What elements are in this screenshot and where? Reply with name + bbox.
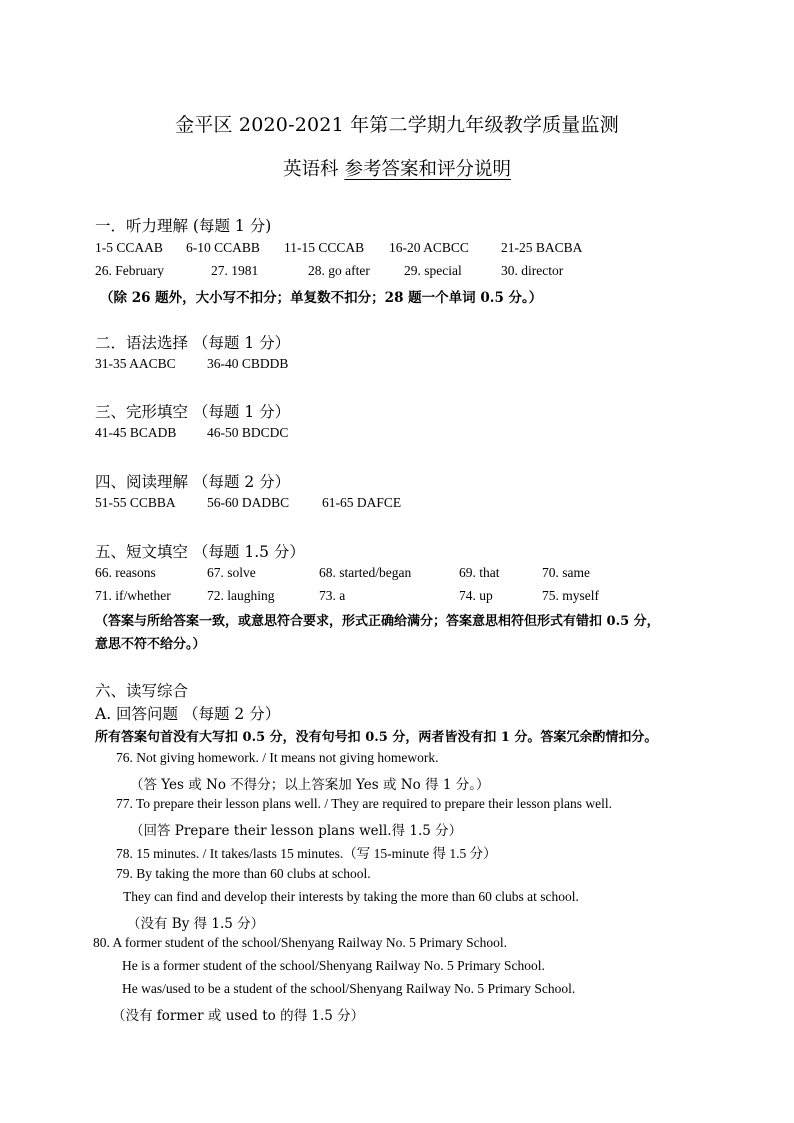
answer-78: 78. 15 minutes. / It takes/lasts 15 minutes.（写 15-minute 得 1.5 分） bbox=[116, 846, 497, 861]
answer-item: 66. reasons bbox=[95, 565, 156, 580]
answer-77-note: （回答 Prepare their lesson plans well.得 1.5 分） bbox=[130, 823, 463, 839]
answer-item: 72. laughing bbox=[207, 588, 275, 603]
answer-group: 16-20 ACBCC bbox=[389, 240, 469, 255]
answer-76-note: （答 Yes 或 No 不得分；以上答案加 Yes 或 No 得 1 分。） bbox=[130, 777, 490, 793]
document-title: 金平区 2020-2021 年第二学期九年级教学质量监测 bbox=[175, 114, 619, 136]
answer-group: 36-40 CBDDB bbox=[207, 356, 289, 371]
answer-item: 30. director bbox=[501, 263, 564, 278]
answer-76: 76. Not giving homework. / It means not giving homework. bbox=[116, 750, 439, 765]
answer-item: 75. myself bbox=[542, 588, 599, 603]
section-cloze-heading: 三、完形填空 （每题 1 分） bbox=[95, 403, 291, 421]
answer-80-alternative-1: He is a former student of the school/Shenyang Railway No. 5 Primary School. bbox=[122, 958, 545, 973]
answer-item: 27. 1981 bbox=[211, 263, 259, 278]
section-read-write-heading: 六、读写综合 bbox=[95, 682, 189, 700]
answer-80: 80. A former student of the school/Shenyang Railway No. 5 Primary School. bbox=[93, 935, 507, 950]
answer-group: 31-35 AACBC bbox=[95, 356, 176, 371]
answer-80-alternative-2: He was/used to be a student of the school/Shenyang Railway No. 5 Primary School. bbox=[122, 981, 576, 996]
answer-group: 61-65 DAFCE bbox=[322, 495, 402, 510]
answer-item: 67. solve bbox=[207, 565, 256, 580]
section-grammar-heading: 二．语法选择 （每题 1 分） bbox=[95, 334, 291, 352]
answer-group: 46-50 BDCDC bbox=[207, 425, 289, 440]
answer-77: 77. To prepare their lesson plans well. / They are required to prepare their lesson plans well. bbox=[116, 796, 613, 811]
answer-item: 26. February bbox=[95, 263, 164, 278]
part-a-scoring-rule: 所有答案句首没有大写扣 0.5 分，没有句号扣 0.5 分，两者皆没有扣 1 分。答案冗余酌情扣分。 bbox=[95, 730, 658, 745]
answer-group: 6-10 CCABB bbox=[186, 240, 260, 255]
section-listening-heading: 一．听力理解 (每题 1 分) bbox=[95, 217, 272, 235]
answer-item: 69. that bbox=[459, 565, 500, 580]
answer-item: 28. go after bbox=[308, 263, 370, 278]
answer-79-note: （没有 By 得 1.5 分） bbox=[127, 916, 265, 932]
listening-scoring-note: （除 26 题外，大小写不扣分；单复数不扣分；28 题一个单词 0.5 分。） bbox=[100, 290, 543, 306]
section-fill-blank-heading: 五、短文填空 （每题 1.5 分） bbox=[95, 543, 305, 561]
answer-item: 70. same bbox=[542, 565, 590, 580]
fill-blank-scoring-note-line-2: 意思不符不给分。） bbox=[95, 637, 206, 652]
subtitle-subject: 英语科 bbox=[283, 159, 345, 180]
answer-group: 1-5 CCAAB bbox=[95, 240, 163, 255]
answer-group: 51-55 CCBBA bbox=[95, 495, 176, 510]
fill-blank-scoring-note-line-1: （答案与所给答案一致，或意思符合要求，形式正确给满分；答案意思相符但形式有错扣 0.5 分， bbox=[95, 614, 660, 629]
answer-79-alternative: They can find and develop their interests by taking the more than 60 clubs at school. bbox=[123, 889, 579, 904]
answer-item: 68. started/began bbox=[319, 565, 412, 580]
answer-item: 74. up bbox=[459, 588, 493, 603]
answer-item: 71. if/whether bbox=[95, 588, 171, 603]
answer-group: 11-15 CCCAB bbox=[284, 240, 365, 255]
part-a-heading: A. 回答问题 （每题 2 分） bbox=[95, 705, 281, 723]
answer-item: 73. a bbox=[319, 588, 346, 603]
answer-79: 79. By taking the more than 60 clubs at school. bbox=[116, 866, 371, 881]
answer-group: 21-25 BACBA bbox=[501, 240, 583, 255]
answer-group: 56-60 DADBC bbox=[207, 495, 290, 510]
subtitle-underlined: 参考答案和评分说明 bbox=[344, 159, 511, 180]
answer-item: 29. special bbox=[404, 263, 462, 278]
answer-group: 41-45 BCADB bbox=[95, 425, 177, 440]
document-subtitle bbox=[0, 155, 794, 181]
answer-80-note: （没有 former 或 used to 的得 1.5 分） bbox=[112, 1008, 365, 1024]
section-reading-heading: 四、阅读理解 （每题 2 分） bbox=[95, 473, 291, 491]
